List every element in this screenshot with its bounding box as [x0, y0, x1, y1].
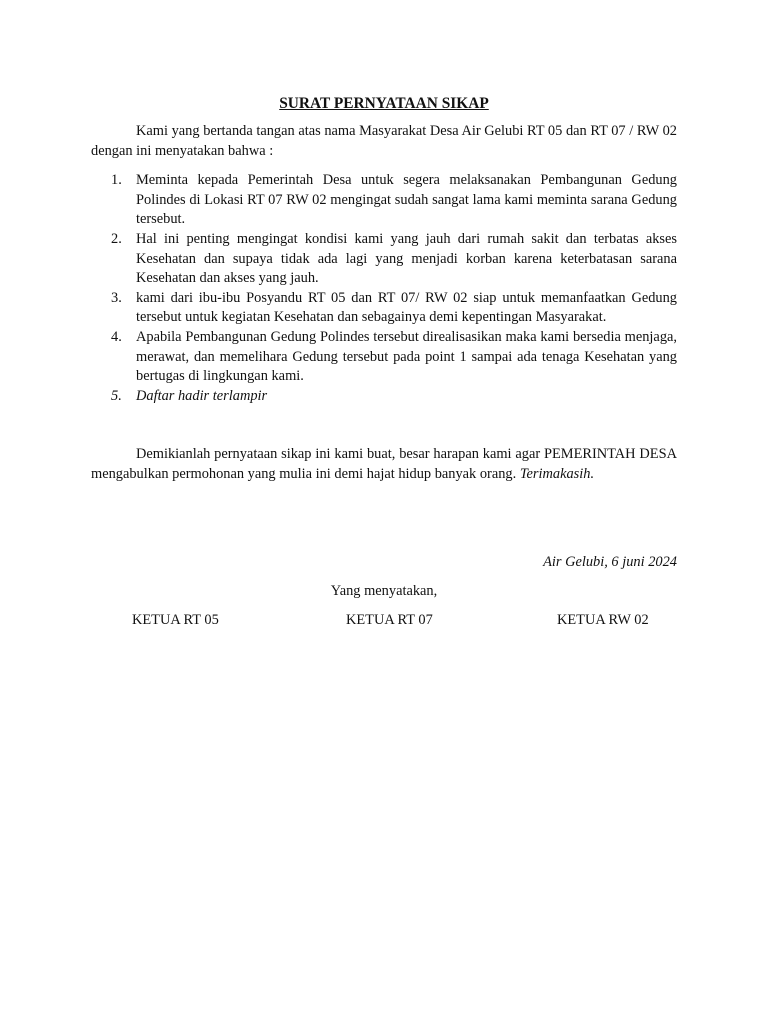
- statement-number: 5.: [111, 387, 122, 404]
- statement-item: [91, 328, 677, 387]
- role-ketua-rt-05: KETUA RT 05: [132, 611, 219, 628]
- signer-intro: Yang menyatakan,: [330, 583, 438, 600]
- statement-item: [91, 289, 677, 328]
- statement-number: 4.: [111, 328, 122, 345]
- signature-roles: [91, 611, 677, 631]
- statement-text: kami dari ibu-ibu Posyandu RT 05 dan RT 07/ RW 02 siap untuk memanfaatkan Gedung tersebut untuk kegiatan Kesehatan dan sebagainya demi kepentingan Masyarakat.: [136, 289, 677, 326]
- role-ketua-rw-02: KETUA RW 02: [557, 611, 649, 628]
- statement-item: [91, 230, 677, 289]
- statement-number: 3.: [111, 289, 122, 306]
- document-date: Air Gelubi, 6 juni 2024: [543, 553, 677, 570]
- document-body: [91, 92, 677, 631]
- statement-text: Daftar hadir terlampir: [136, 387, 268, 404]
- statement-number: 2.: [111, 230, 122, 247]
- closing-paragraph: [91, 445, 677, 484]
- statement-text: Meminta kepada Pemerintah Desa untuk segera melaksanakan Pembangunan Gedung Polindes di Lokasi RT 07 RW 02 mengingat sudah sangat lama kami meminta sarana Gedung tersebut.: [136, 172, 677, 228]
- statement-item: [91, 171, 677, 230]
- closing-thanks: Terimakasih.: [519, 465, 595, 482]
- intro-paragraph: Kami yang bertanda tangan atas nama Masyarakat Desa Air Gelubi RT 05 dan RT 07 / RW 02 dengan ini menyatakan bahwa :: [91, 123, 677, 159]
- statement-item: [91, 387, 677, 407]
- statement-text: Apabila Pembangunan Gedung Polindes tersebut direalisasikan maka kami bersedia menjaga, merawat, dan memelihara Gedung tersebut pada point 1 sampai ada tenaga Kesehatan yang bertugas di lingkungan kami.: [136, 328, 677, 385]
- statement-number: 1.: [111, 172, 122, 189]
- statement-text: Hal ini penting mengingat kondisi kami yang jauh dari rumah sakit dan terbatas akses Kesehatan dan supaya tidak ada lagi yang menjadi korban karena keterbatasan sarana Kesehatan dan akses yang jauh.: [136, 230, 677, 287]
- statement-list: [91, 171, 677, 406]
- document-title: SURAT PERNYATAAN SIKAP: [279, 95, 489, 112]
- closing-text: Demikianlah pernyataan sikap ini kami buat, besar harapan kami agar PEMERINTAH DESA mengabulkan permohonan yang mulia ini demi hajat hidup banyak orang.: [91, 446, 677, 482]
- role-ketua-rt-07: KETUA RT 07: [346, 611, 433, 628]
